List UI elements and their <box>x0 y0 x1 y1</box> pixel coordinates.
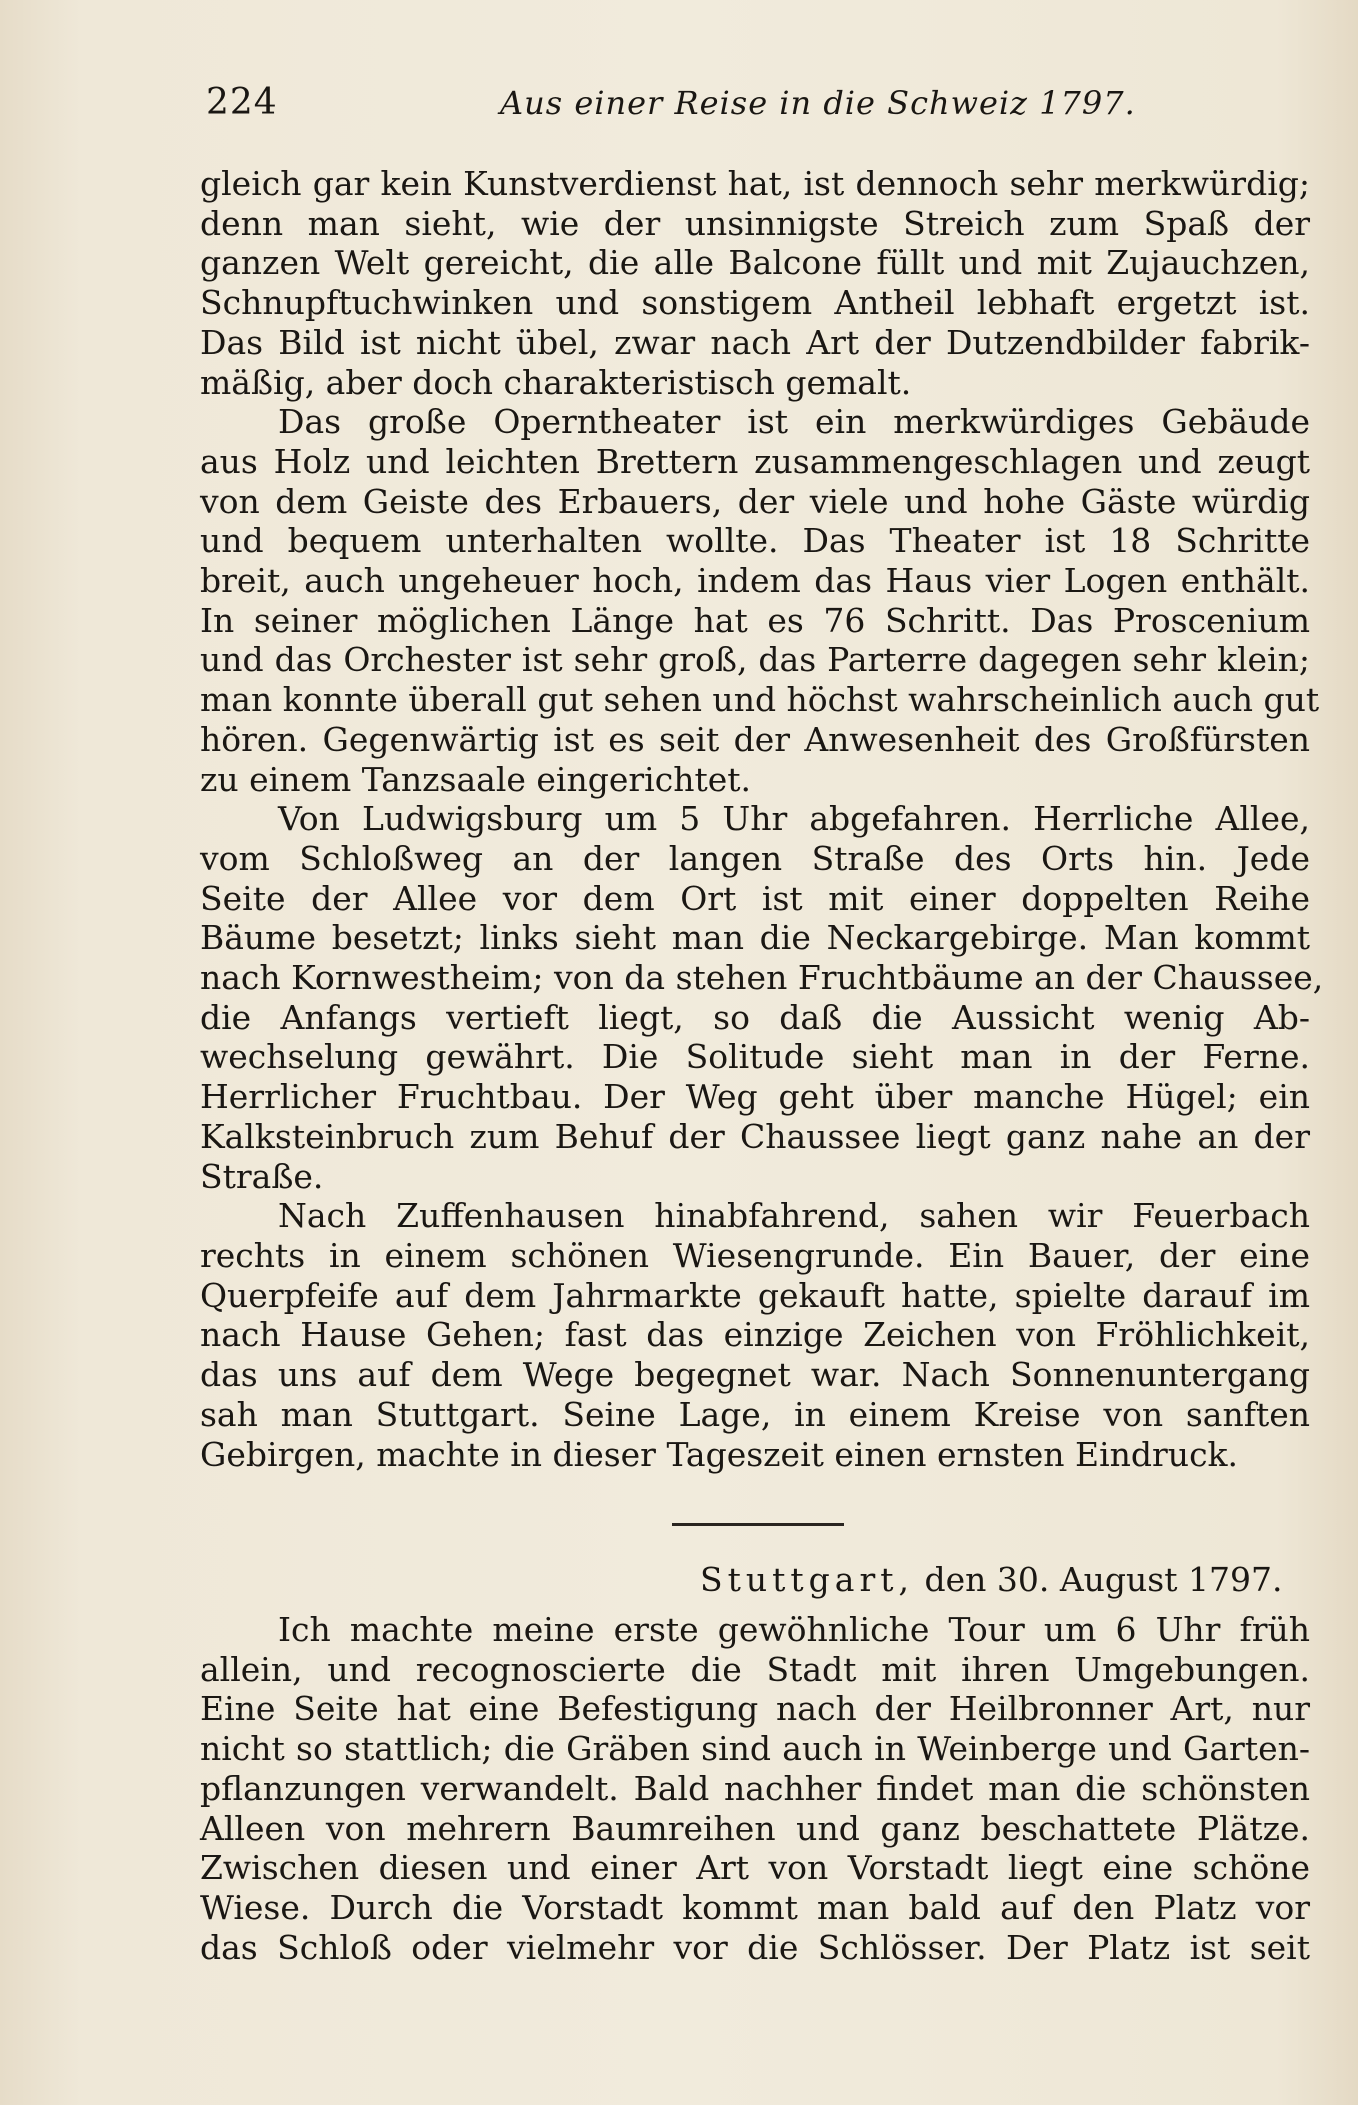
text-line: Alleen von mehrern Baumreihen und ganz beschattete Plätze. <box>200 1808 1310 1848</box>
text-line: nach Kornwestheim; von da stehen Fruchtbäume an der Chaussee, <box>200 958 1324 998</box>
text-line: das uns auf dem Wege begegnet war. Nach Sonnenuntergang <box>200 1355 1310 1395</box>
running-head: Aus einer Reise in die Schweiz 1797. <box>500 84 1136 122</box>
text-line: denn man sieht, wie der unsinnigste Streich zum Spaß der <box>200 203 1310 243</box>
text-line: die Anfangs vertieft liegt, so daß die Aussicht wenig Ab- <box>200 997 1310 1037</box>
text-line: das Schloß oder vielmehr vor die Schlösser. Der Platz ist seit <box>200 1927 1310 1967</box>
text-line: hören. Gegenwärtig ist es seit der Anwesenheit des Großfürsten <box>200 719 1310 759</box>
text-line: Ich machte meine erste gewöhnliche Tour um 6 Uhr früh <box>278 1610 1310 1649</box>
text-line: man konnte überall gut sehen und höchst wahrscheinlich auch gut <box>200 680 1320 720</box>
text-line: Kalksteinbruch zum Behuf der Chaussee liegt ganz nahe an der <box>200 1116 1310 1156</box>
text-line: sah man Stuttgart. Seine Lage, in einem Kreise von sanften <box>200 1394 1310 1434</box>
body-text-top <box>200 164 1324 1474</box>
text-line: mäßig, aber doch charakteristisch gemalt. <box>200 362 912 402</box>
text-line: Das große Opernthеater ist ein merkwürdiges Gebäude <box>278 402 1310 442</box>
text-line: gleich gar kein Kunstverdienst hat, ist dennoch sehr merkwürdig; <box>200 164 1310 203</box>
section-divider <box>672 1523 844 1526</box>
dateline <box>700 1560 1282 1599</box>
body-text-bottom <box>200 1610 1310 1967</box>
text-line: nicht so stattlich; die Gräben sind auch in Weinberge und Garten- <box>200 1729 1310 1769</box>
text-line: Eine Seite hat eine Befestigung nach der Heilbronner Art, nur <box>200 1689 1310 1729</box>
text-line: Bäume besetzt; links sieht man die Neckargebirge. Man kommt <box>200 918 1310 958</box>
text-line: Das Bild ist nicht übel, zwar nach Art der Dutzendbilder fabrik- <box>200 322 1310 362</box>
text-line: Nach Zuffenhausen hinabfahrend, sahen wir Feuerbach <box>278 1196 1310 1236</box>
text-line: aus Holz und leichten Brettern zusammengeschlagen und zeugt <box>200 441 1310 481</box>
text-line: pflanzungen verwandelt. Bald nachher findet man die schönsten <box>200 1768 1310 1808</box>
text-line: Von Ludwigsburg um 5 Uhr abgefahren. Herrliche Allee, <box>278 799 1310 839</box>
page-header <box>200 78 1330 134</box>
text-line: rechts in einem schönen Wiesengrunde. Ein Bauer, der eine <box>200 1235 1310 1275</box>
text-line: Querpfeife auf dem Jahrmarkte gekauft hatte, spielte darauf im <box>200 1275 1310 1315</box>
text-line: nach Hause Gehen; fast das einzige Zeichen von Fröhlichkeit, <box>200 1315 1310 1355</box>
text-line: Wiese. Durch die Vorstadt kommt man bald auf den Platz vor <box>200 1887 1310 1927</box>
text-line: breit, auch ungeheuer hoch, indem das Haus vier Logen enthält. <box>200 561 1310 601</box>
text-line: In seiner möglichen Länge hat es 76 Schritt. Das Proscenium <box>200 600 1310 640</box>
text-line: allein, und recognoscierte die Stadt mit ihren Umgebungen. <box>200 1649 1310 1689</box>
text-line: Herrlicher Fruchtbau. Der Weg geht über manche Hügel; ein <box>200 1077 1310 1117</box>
text-line: Seite der Allee vor dem Ort ist mit einer doppelten Reihe <box>200 878 1310 918</box>
text-line: Straße. <box>200 1156 324 1196</box>
page-number: 224 <box>206 82 278 123</box>
text-line: Schnupftuchwinken und sonstigem Antheil lebhaft ergetzt ist. <box>200 283 1310 323</box>
text-line: vom Schloßweg an der langen Straße des Orts hin. Jede <box>200 838 1310 878</box>
text-line: von dem Geiste des Erbauers, der viele und hohe Gäste würdig <box>200 481 1310 521</box>
text-line: wechselung gewährt. Die Solitude sieht man in der Ferne. <box>200 1037 1310 1077</box>
dateline-place: Stuttgart, <box>700 1560 914 1599</box>
text-line: und das Orchester ist sehr groß, das Parterre dagegen sehr klein; <box>200 640 1310 680</box>
dateline-date: den 30. August 1797. <box>924 1560 1283 1599</box>
text-line: zu einem Tanzsaale eingerichtet. <box>200 759 751 799</box>
text-line: ganzen Welt gereicht, die alle Balcone füllt und mit Zujauchzen, <box>200 243 1310 283</box>
text-line: Zwischen diesen und einer Art von Vorstadt liegt eine schöne <box>200 1848 1310 1888</box>
text-line: Gebirgen, machte in dieser Tageszeit einen ernsten Eindruck. <box>200 1434 1239 1474</box>
text-line: und bequem unterhalten wollte. Das Theater ist 18 Schritte <box>200 521 1310 561</box>
